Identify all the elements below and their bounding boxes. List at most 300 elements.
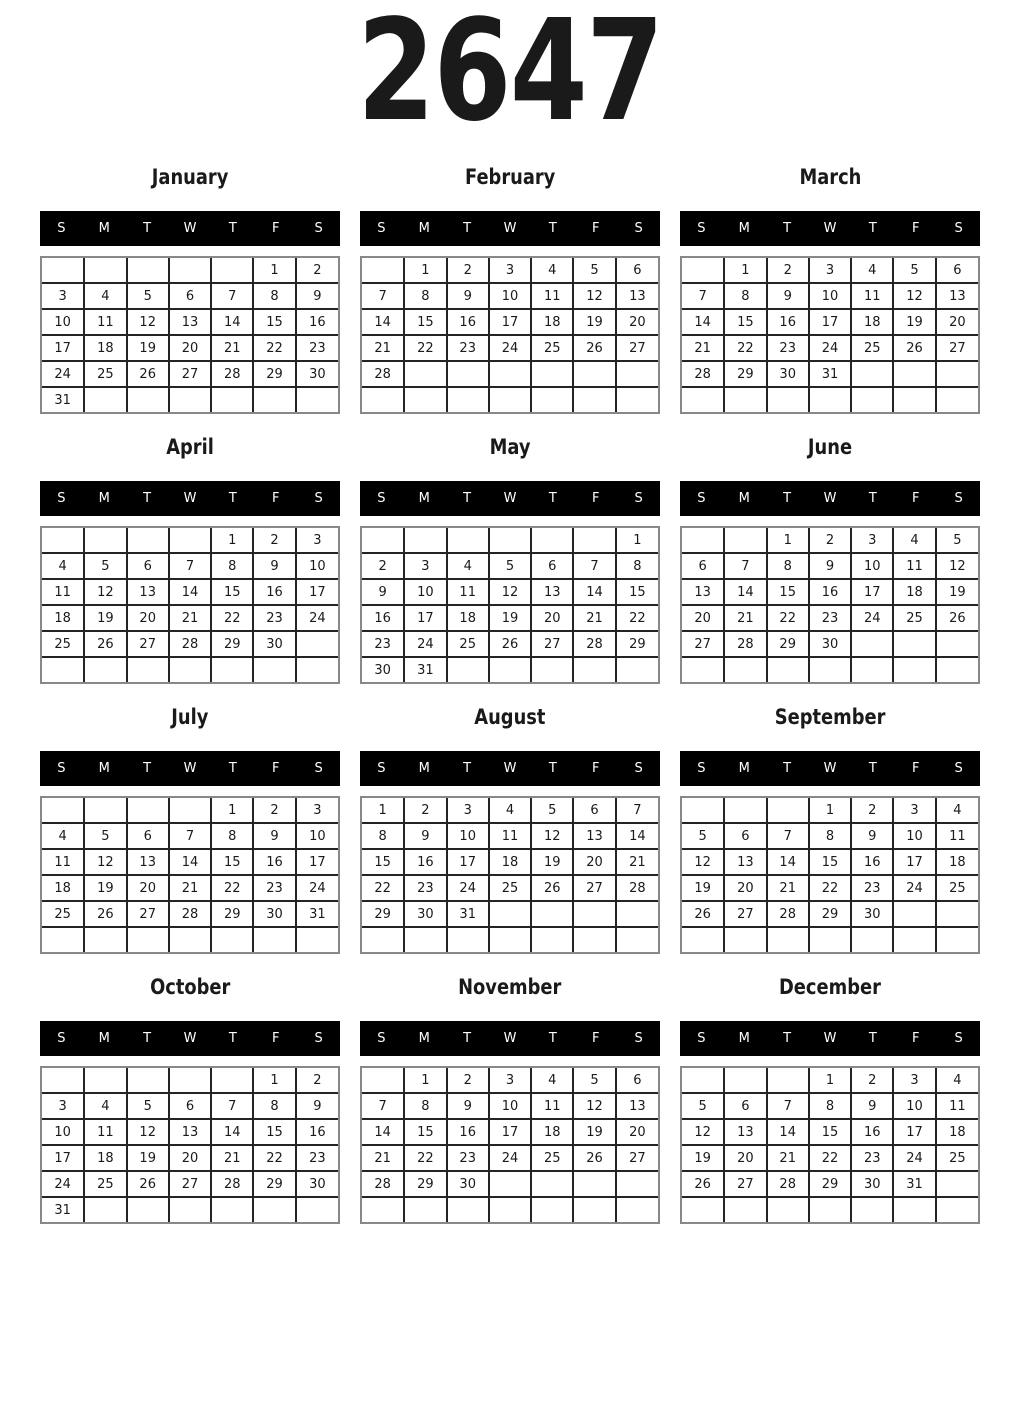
day-grid-table	[682, 258, 978, 412]
empty-day-cell	[724, 1197, 766, 1222]
empty-day-cell	[573, 901, 615, 927]
empty-day-cell	[936, 361, 978, 387]
empty-day-cell	[127, 1068, 169, 1093]
day-cell: 11	[936, 823, 978, 849]
day-cell: 5	[573, 1068, 615, 1093]
day-cell: 3	[42, 283, 84, 309]
weekday-header-cell: F	[591, 1031, 600, 1046]
day-cell: 31	[447, 901, 489, 927]
day-cell: 23	[447, 1145, 489, 1171]
day-cell: 16	[809, 579, 851, 605]
week-row	[42, 579, 338, 605]
empty-day-cell	[573, 1197, 615, 1222]
day-cell: 29	[616, 631, 658, 657]
weekday-header-cell: T	[868, 221, 877, 236]
weekday-header-cell: F	[271, 221, 280, 236]
day-cell: 27	[169, 1171, 211, 1197]
empty-day-cell	[489, 528, 531, 553]
day-cell: 25	[936, 875, 978, 901]
day-cell: 21	[362, 1145, 404, 1171]
weekday-header-cell: F	[271, 491, 280, 506]
empty-day-cell	[211, 1068, 253, 1093]
weekday-header-cell: M	[738, 221, 750, 236]
empty-day-cell	[573, 1171, 615, 1197]
weekday-header-cell: S	[697, 1031, 706, 1046]
day-cell: 16	[767, 309, 809, 335]
day-cell: 15	[809, 849, 851, 875]
day-cell: 18	[42, 605, 84, 631]
day-cell: 2	[767, 258, 809, 283]
weekday-header-cell: T	[868, 761, 877, 776]
day-cell: 26	[682, 1171, 724, 1197]
day-cell: 28	[767, 901, 809, 927]
weekday-header-cell: S	[314, 491, 323, 506]
day-cell: 20	[169, 335, 211, 361]
day-cell: 16	[253, 849, 295, 875]
empty-day-cell	[169, 387, 211, 412]
week-row	[682, 1068, 978, 1093]
weekday-header-cell: T	[143, 221, 152, 236]
day-cell: 28	[767, 1171, 809, 1197]
month-calendar	[40, 976, 340, 1224]
day-cell: 21	[169, 875, 211, 901]
week-row	[362, 258, 658, 283]
empty-day-cell	[767, 387, 809, 412]
day-cell: 28	[362, 1171, 404, 1197]
week-row	[42, 283, 338, 309]
day-cell: 11	[936, 1093, 978, 1119]
empty-day-cell	[724, 657, 766, 682]
week-row	[362, 798, 658, 823]
day-cell: 11	[42, 849, 84, 875]
day-cell: 8	[809, 1093, 851, 1119]
week-row	[682, 657, 978, 682]
day-cell: 30	[253, 631, 295, 657]
week-row	[362, 901, 658, 927]
day-grid-table	[362, 528, 658, 682]
week-row	[42, 387, 338, 412]
day-cell: 2	[447, 258, 489, 283]
empty-day-cell	[531, 528, 573, 553]
weekday-header-cell: T	[228, 1031, 237, 1046]
weekday-header-cell: T	[143, 1031, 152, 1046]
month-title-text: July	[171, 705, 209, 729]
week-row	[362, 528, 658, 553]
day-cell: 21	[573, 605, 615, 631]
day-cell: 26	[573, 1145, 615, 1171]
day-cell: 26	[936, 605, 978, 631]
empty-day-cell	[404, 927, 446, 952]
week-row	[682, 361, 978, 387]
weekday-header-cell: W	[503, 1031, 517, 1046]
empty-day-cell	[767, 798, 809, 823]
week-row	[682, 335, 978, 361]
month-title-text: January	[151, 165, 229, 189]
week-row	[682, 553, 978, 579]
day-cell: 6	[169, 1093, 211, 1119]
day-cell: 6	[169, 283, 211, 309]
week-row	[682, 823, 978, 849]
weekday-header-cell: T	[548, 761, 557, 776]
month-calendar	[40, 166, 340, 414]
day-cell: 10	[42, 1119, 84, 1145]
empty-day-cell	[211, 387, 253, 412]
day-cell: 19	[531, 849, 573, 875]
day-cell: 30	[296, 361, 338, 387]
week-row	[682, 258, 978, 283]
empty-day-cell	[42, 1068, 84, 1093]
day-cell: 23	[767, 335, 809, 361]
weekday-header-cell: T	[783, 1031, 792, 1046]
weekday-header-cell: S	[634, 761, 643, 776]
empty-day-cell	[893, 387, 935, 412]
day-cell: 9	[253, 553, 295, 579]
day-cell: 5	[84, 823, 126, 849]
day-cell: 1	[253, 258, 295, 283]
month-calendar	[680, 976, 980, 1224]
empty-day-cell	[84, 1197, 126, 1222]
day-cell: 18	[531, 309, 573, 335]
day-cell: 2	[809, 528, 851, 553]
weekday-header-cell: T	[143, 491, 152, 506]
day-grid	[680, 256, 980, 414]
day-cell: 28	[724, 631, 766, 657]
day-cell: 14	[169, 849, 211, 875]
day-cell: 21	[724, 605, 766, 631]
day-cell: 15	[404, 309, 446, 335]
day-cell: 28	[211, 1171, 253, 1197]
empty-day-cell	[682, 528, 724, 553]
empty-day-cell	[127, 528, 169, 553]
day-cell: 3	[893, 1068, 935, 1093]
weekday-header	[40, 1021, 340, 1056]
weekday-header-cell: F	[911, 761, 920, 776]
empty-day-cell	[767, 657, 809, 682]
day-cell: 7	[767, 1093, 809, 1119]
month-title-text: April	[166, 435, 214, 459]
day-cell: 5	[893, 258, 935, 283]
empty-day-cell	[893, 361, 935, 387]
day-cell: 2	[296, 1068, 338, 1093]
day-cell: 13	[616, 1093, 658, 1119]
weekday-header-cell: T	[463, 1031, 472, 1046]
weekday-header-cell: W	[503, 491, 517, 506]
day-cell: 9	[767, 283, 809, 309]
empty-day-cell	[42, 528, 84, 553]
empty-day-cell	[893, 927, 935, 952]
empty-day-cell	[362, 927, 404, 952]
day-cell: 3	[296, 798, 338, 823]
empty-day-cell	[127, 798, 169, 823]
day-cell: 5	[489, 553, 531, 579]
day-cell: 14	[211, 1119, 253, 1145]
weekday-header-cell: M	[738, 1031, 750, 1046]
day-cell: 20	[127, 875, 169, 901]
day-cell: 12	[127, 1119, 169, 1145]
day-cell: 13	[169, 309, 211, 335]
day-cell: 5	[531, 798, 573, 823]
day-cell: 3	[447, 798, 489, 823]
day-cell: 23	[404, 875, 446, 901]
day-cell: 18	[42, 875, 84, 901]
day-cell: 15	[809, 1119, 851, 1145]
day-cell: 4	[851, 258, 893, 283]
day-cell: 14	[169, 579, 211, 605]
day-cell: 6	[127, 823, 169, 849]
day-cell: 13	[616, 283, 658, 309]
weekday-header-cell: S	[634, 1031, 643, 1046]
week-row	[682, 283, 978, 309]
empty-day-cell	[531, 1171, 573, 1197]
week-row	[362, 1145, 658, 1171]
month-calendar	[40, 436, 340, 684]
day-cell: 24	[447, 875, 489, 901]
day-cell: 15	[767, 579, 809, 605]
day-cell: 9	[851, 823, 893, 849]
day-cell: 27	[724, 1171, 766, 1197]
day-cell: 8	[253, 1093, 295, 1119]
day-cell: 10	[489, 1093, 531, 1119]
day-cell: 22	[362, 875, 404, 901]
day-cell: 18	[447, 605, 489, 631]
day-cell: 4	[447, 553, 489, 579]
empty-day-cell	[127, 258, 169, 283]
empty-day-cell	[362, 1068, 404, 1093]
day-cell: 5	[936, 528, 978, 553]
day-cell: 20	[724, 1145, 766, 1171]
week-row	[42, 823, 338, 849]
month-title	[680, 706, 980, 728]
day-cell: 19	[893, 309, 935, 335]
day-cell: 14	[573, 579, 615, 605]
day-cell: 2	[851, 798, 893, 823]
day-cell: 5	[127, 283, 169, 309]
empty-day-cell	[893, 657, 935, 682]
day-cell: 9	[296, 1093, 338, 1119]
weekday-header-cell: S	[634, 491, 643, 506]
day-cell: 31	[42, 387, 84, 412]
weekday-header-cell: S	[697, 221, 706, 236]
day-cell: 18	[84, 335, 126, 361]
day-cell: 15	[253, 1119, 295, 1145]
day-cell: 24	[851, 605, 893, 631]
day-cell: 14	[211, 309, 253, 335]
day-cell: 18	[936, 849, 978, 875]
empty-day-cell	[447, 528, 489, 553]
day-cell: 14	[362, 1119, 404, 1145]
day-cell: 31	[893, 1171, 935, 1197]
day-cell: 24	[489, 1145, 531, 1171]
day-cell: 22	[253, 1145, 295, 1171]
empty-day-cell	[573, 927, 615, 952]
weekday-header-cell: T	[868, 1031, 877, 1046]
day-cell: 1	[809, 798, 851, 823]
week-row	[362, 849, 658, 875]
weekday-header	[360, 211, 660, 246]
empty-day-cell	[169, 1068, 211, 1093]
day-cell: 5	[573, 258, 615, 283]
empty-day-cell	[682, 1068, 724, 1093]
empty-day-cell	[169, 1197, 211, 1222]
month-title	[680, 976, 980, 998]
weekday-header-cell: S	[954, 491, 963, 506]
day-cell: 6	[936, 258, 978, 283]
week-row	[42, 605, 338, 631]
day-cell: 9	[253, 823, 295, 849]
day-grid-table	[362, 1068, 658, 1222]
weekday-header-cell: T	[548, 491, 557, 506]
day-cell: 3	[851, 528, 893, 553]
day-cell: 13	[573, 823, 615, 849]
day-cell: 29	[362, 901, 404, 927]
day-cell: 1	[404, 1068, 446, 1093]
day-cell: 31	[404, 657, 446, 682]
weekday-header-cell: M	[418, 221, 430, 236]
empty-day-cell	[169, 657, 211, 682]
day-cell: 14	[767, 849, 809, 875]
day-cell: 20	[616, 309, 658, 335]
empty-day-cell	[211, 657, 253, 682]
week-row	[42, 1197, 338, 1222]
week-row	[362, 1093, 658, 1119]
empty-day-cell	[767, 1068, 809, 1093]
day-cell: 15	[362, 849, 404, 875]
day-cell: 28	[362, 361, 404, 387]
day-cell: 6	[724, 823, 766, 849]
week-row	[42, 361, 338, 387]
day-cell: 3	[296, 528, 338, 553]
day-cell: 29	[809, 1171, 851, 1197]
week-row	[362, 605, 658, 631]
day-grid-table	[682, 1068, 978, 1222]
day-cell: 10	[447, 823, 489, 849]
weekday-header-cell: T	[868, 491, 877, 506]
month-title-text: March	[799, 165, 861, 189]
weekday-header-cell: M	[738, 761, 750, 776]
month-title-text: June	[807, 435, 853, 459]
day-cell: 13	[724, 849, 766, 875]
empty-day-cell	[296, 387, 338, 412]
day-cell: 21	[362, 335, 404, 361]
day-grid-table	[682, 798, 978, 952]
day-cell: 10	[404, 579, 446, 605]
day-cell: 25	[447, 631, 489, 657]
day-cell: 19	[573, 1119, 615, 1145]
empty-day-cell	[616, 387, 658, 412]
month-title-text: May	[489, 435, 531, 459]
day-cell: 27	[724, 901, 766, 927]
empty-day-cell	[296, 927, 338, 952]
week-row	[42, 528, 338, 553]
week-row	[682, 1197, 978, 1222]
day-cell: 7	[362, 283, 404, 309]
empty-day-cell	[682, 387, 724, 412]
weekday-header-cell: W	[823, 761, 837, 776]
day-cell: 8	[404, 1093, 446, 1119]
day-cell: 2	[851, 1068, 893, 1093]
day-cell: 10	[42, 309, 84, 335]
day-cell: 23	[851, 1145, 893, 1171]
day-cell: 18	[893, 579, 935, 605]
day-cell: 26	[127, 1171, 169, 1197]
empty-day-cell	[616, 361, 658, 387]
day-cell: 12	[573, 283, 615, 309]
day-cell: 10	[893, 823, 935, 849]
months-grid	[40, 166, 980, 1224]
day-cell: 2	[296, 258, 338, 283]
weekday-header-cell: W	[823, 221, 837, 236]
empty-day-cell	[169, 528, 211, 553]
week-row	[42, 901, 338, 927]
empty-day-cell	[893, 901, 935, 927]
day-cell: 7	[211, 283, 253, 309]
day-cell: 1	[211, 528, 253, 553]
weekday-header-cell: T	[228, 221, 237, 236]
day-cell: 27	[616, 1145, 658, 1171]
day-cell: 3	[42, 1093, 84, 1119]
month-title-text: February	[464, 165, 556, 189]
day-cell: 30	[851, 901, 893, 927]
day-cell: 7	[767, 823, 809, 849]
day-cell: 26	[682, 901, 724, 927]
day-cell: 30	[851, 1171, 893, 1197]
day-cell: 11	[447, 579, 489, 605]
day-cell: 21	[211, 1145, 253, 1171]
day-cell: 15	[404, 1119, 446, 1145]
week-row	[42, 875, 338, 901]
day-cell: 26	[893, 335, 935, 361]
day-cell: 12	[84, 849, 126, 875]
day-cell: 8	[404, 283, 446, 309]
week-row	[42, 1068, 338, 1093]
day-cell: 5	[84, 553, 126, 579]
month-calendar	[680, 706, 980, 954]
empty-day-cell	[127, 657, 169, 682]
empty-day-cell	[42, 657, 84, 682]
weekday-header-cell: M	[98, 1031, 110, 1046]
month-calendar	[360, 436, 660, 684]
day-cell: 14	[724, 579, 766, 605]
day-cell: 30	[253, 901, 295, 927]
day-cell: 30	[809, 631, 851, 657]
week-row	[42, 258, 338, 283]
empty-day-cell	[851, 657, 893, 682]
empty-day-cell	[724, 387, 766, 412]
week-row	[682, 1119, 978, 1145]
weekday-header-cell: F	[911, 491, 920, 506]
day-cell: 19	[682, 875, 724, 901]
week-row	[42, 309, 338, 335]
empty-day-cell	[404, 361, 446, 387]
day-cell: 25	[851, 335, 893, 361]
week-row	[682, 1093, 978, 1119]
week-row	[362, 657, 658, 682]
empty-day-cell	[362, 387, 404, 412]
day-cell: 7	[169, 823, 211, 849]
empty-day-cell	[809, 927, 851, 952]
weekday-header-cell: M	[418, 1031, 430, 1046]
day-grid	[40, 796, 340, 954]
day-cell: 22	[616, 605, 658, 631]
day-cell: 9	[404, 823, 446, 849]
week-row	[682, 579, 978, 605]
day-cell: 28	[211, 361, 253, 387]
day-grid	[40, 256, 340, 414]
weekday-header	[40, 481, 340, 516]
empty-day-cell	[893, 631, 935, 657]
week-row	[682, 631, 978, 657]
day-cell: 29	[211, 901, 253, 927]
